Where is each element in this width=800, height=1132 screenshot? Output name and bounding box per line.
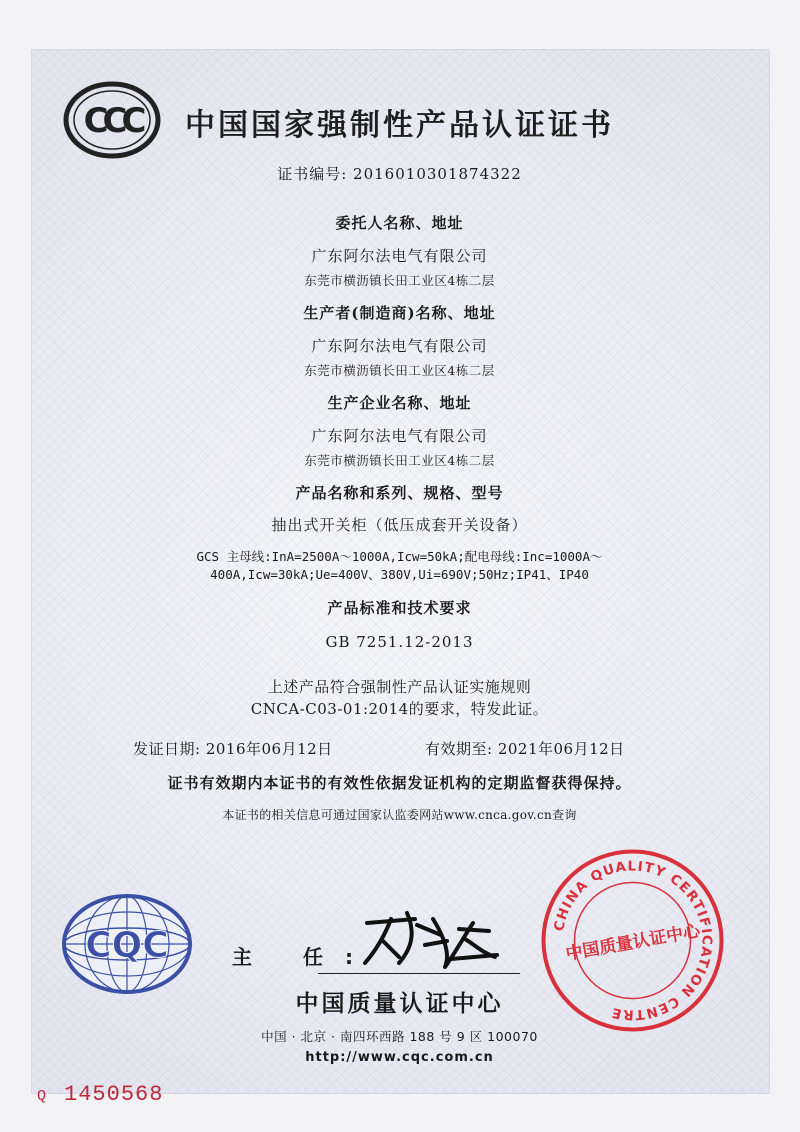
- cqc-globe-logo-icon: [60, 892, 195, 997]
- signature-line: [318, 973, 520, 974]
- serial-prefix: Q: [37, 1088, 47, 1105]
- organization-url[interactable]: http://www.cqc.com.cn: [305, 1050, 494, 1065]
- ccc-logo-icon: [62, 80, 162, 160]
- organization-address: 中国 · 北京 · 南四环西路 188 号 9 区 100070: [261, 1029, 538, 1044]
- standard-heading: 产品标准和技术要求: [327, 599, 472, 617]
- manufacturer-heading: 生产者(制造商)名称、地址: [303, 304, 496, 322]
- standard-value: GB 7251.12-2013: [325, 633, 474, 651]
- product-spec-line2: 400A,Icw=30kA;Ue=400V、380V,Ui=690V;50Hz;IP41、IP40: [210, 567, 589, 582]
- ccc-logo-text: CCC: [83, 101, 141, 141]
- manufacturer-address: 东莞市横沥镇长田工业区4栋二层: [304, 363, 495, 378]
- serial-number: [37, 1082, 163, 1107]
- client-heading: 委托人名称、地址: [335, 214, 464, 232]
- product-name: 抽出式开关柜（低压成套开关设备）: [271, 516, 528, 534]
- certificate-number: 证书编号: 2016010301874322: [277, 165, 522, 183]
- factory-name: 广东阿尔法电气有限公司: [311, 427, 488, 445]
- product-spec-line1: GCS 主母线:InA=2500A～1000A,Icw=50kA;配电母线:Inc=1000A～: [196, 549, 603, 564]
- factory-heading: 生产企业名称、地址: [327, 394, 472, 412]
- seal-inner-text: 中国质量认证中心: [564, 921, 702, 965]
- info-note: 本证书的相关信息可通过国家认监委网站www.cnca.gov.cn查询: [222, 808, 577, 822]
- serial-value: 1450568: [64, 1082, 164, 1107]
- cqc-seal-stamp: [540, 848, 725, 1033]
- organization-name: 中国质量认证中心: [295, 991, 504, 1017]
- page-title: 中国国家强制性产品认证证书: [185, 108, 614, 143]
- director-signature: [355, 905, 505, 975]
- seal-ring-text: CHINA QUALITY CERTIFICATION CENTRE: [551, 858, 715, 1023]
- statement-line2: CNCA-C03-01:2014的要求，特发此证。: [250, 700, 549, 718]
- factory-address: 东莞市横沥镇长田工业区4栋二层: [304, 453, 495, 468]
- cqc-logo-text: CQC: [85, 925, 169, 966]
- issue-date: 发证日期: 2016年06月12日: [133, 740, 333, 758]
- statement-line1: 上述产品符合强制性产品认证实施规则: [267, 678, 532, 696]
- director-label: 主 任:: [232, 945, 375, 969]
- client-address: 东莞市横沥镇长田工业区4栋二层: [304, 273, 495, 288]
- manufacturer-name: 广东阿尔法电气有限公司: [311, 337, 488, 355]
- validity-note: 证书有效期内本证书的有效性依据发证机构的定期监督获得保持。: [167, 774, 632, 792]
- product-heading: 产品名称和系列、规格、型号: [295, 484, 504, 502]
- client-name: 广东阿尔法电气有限公司: [311, 247, 488, 265]
- expiry-date: 有效期至: 2021年06月12日: [425, 740, 625, 758]
